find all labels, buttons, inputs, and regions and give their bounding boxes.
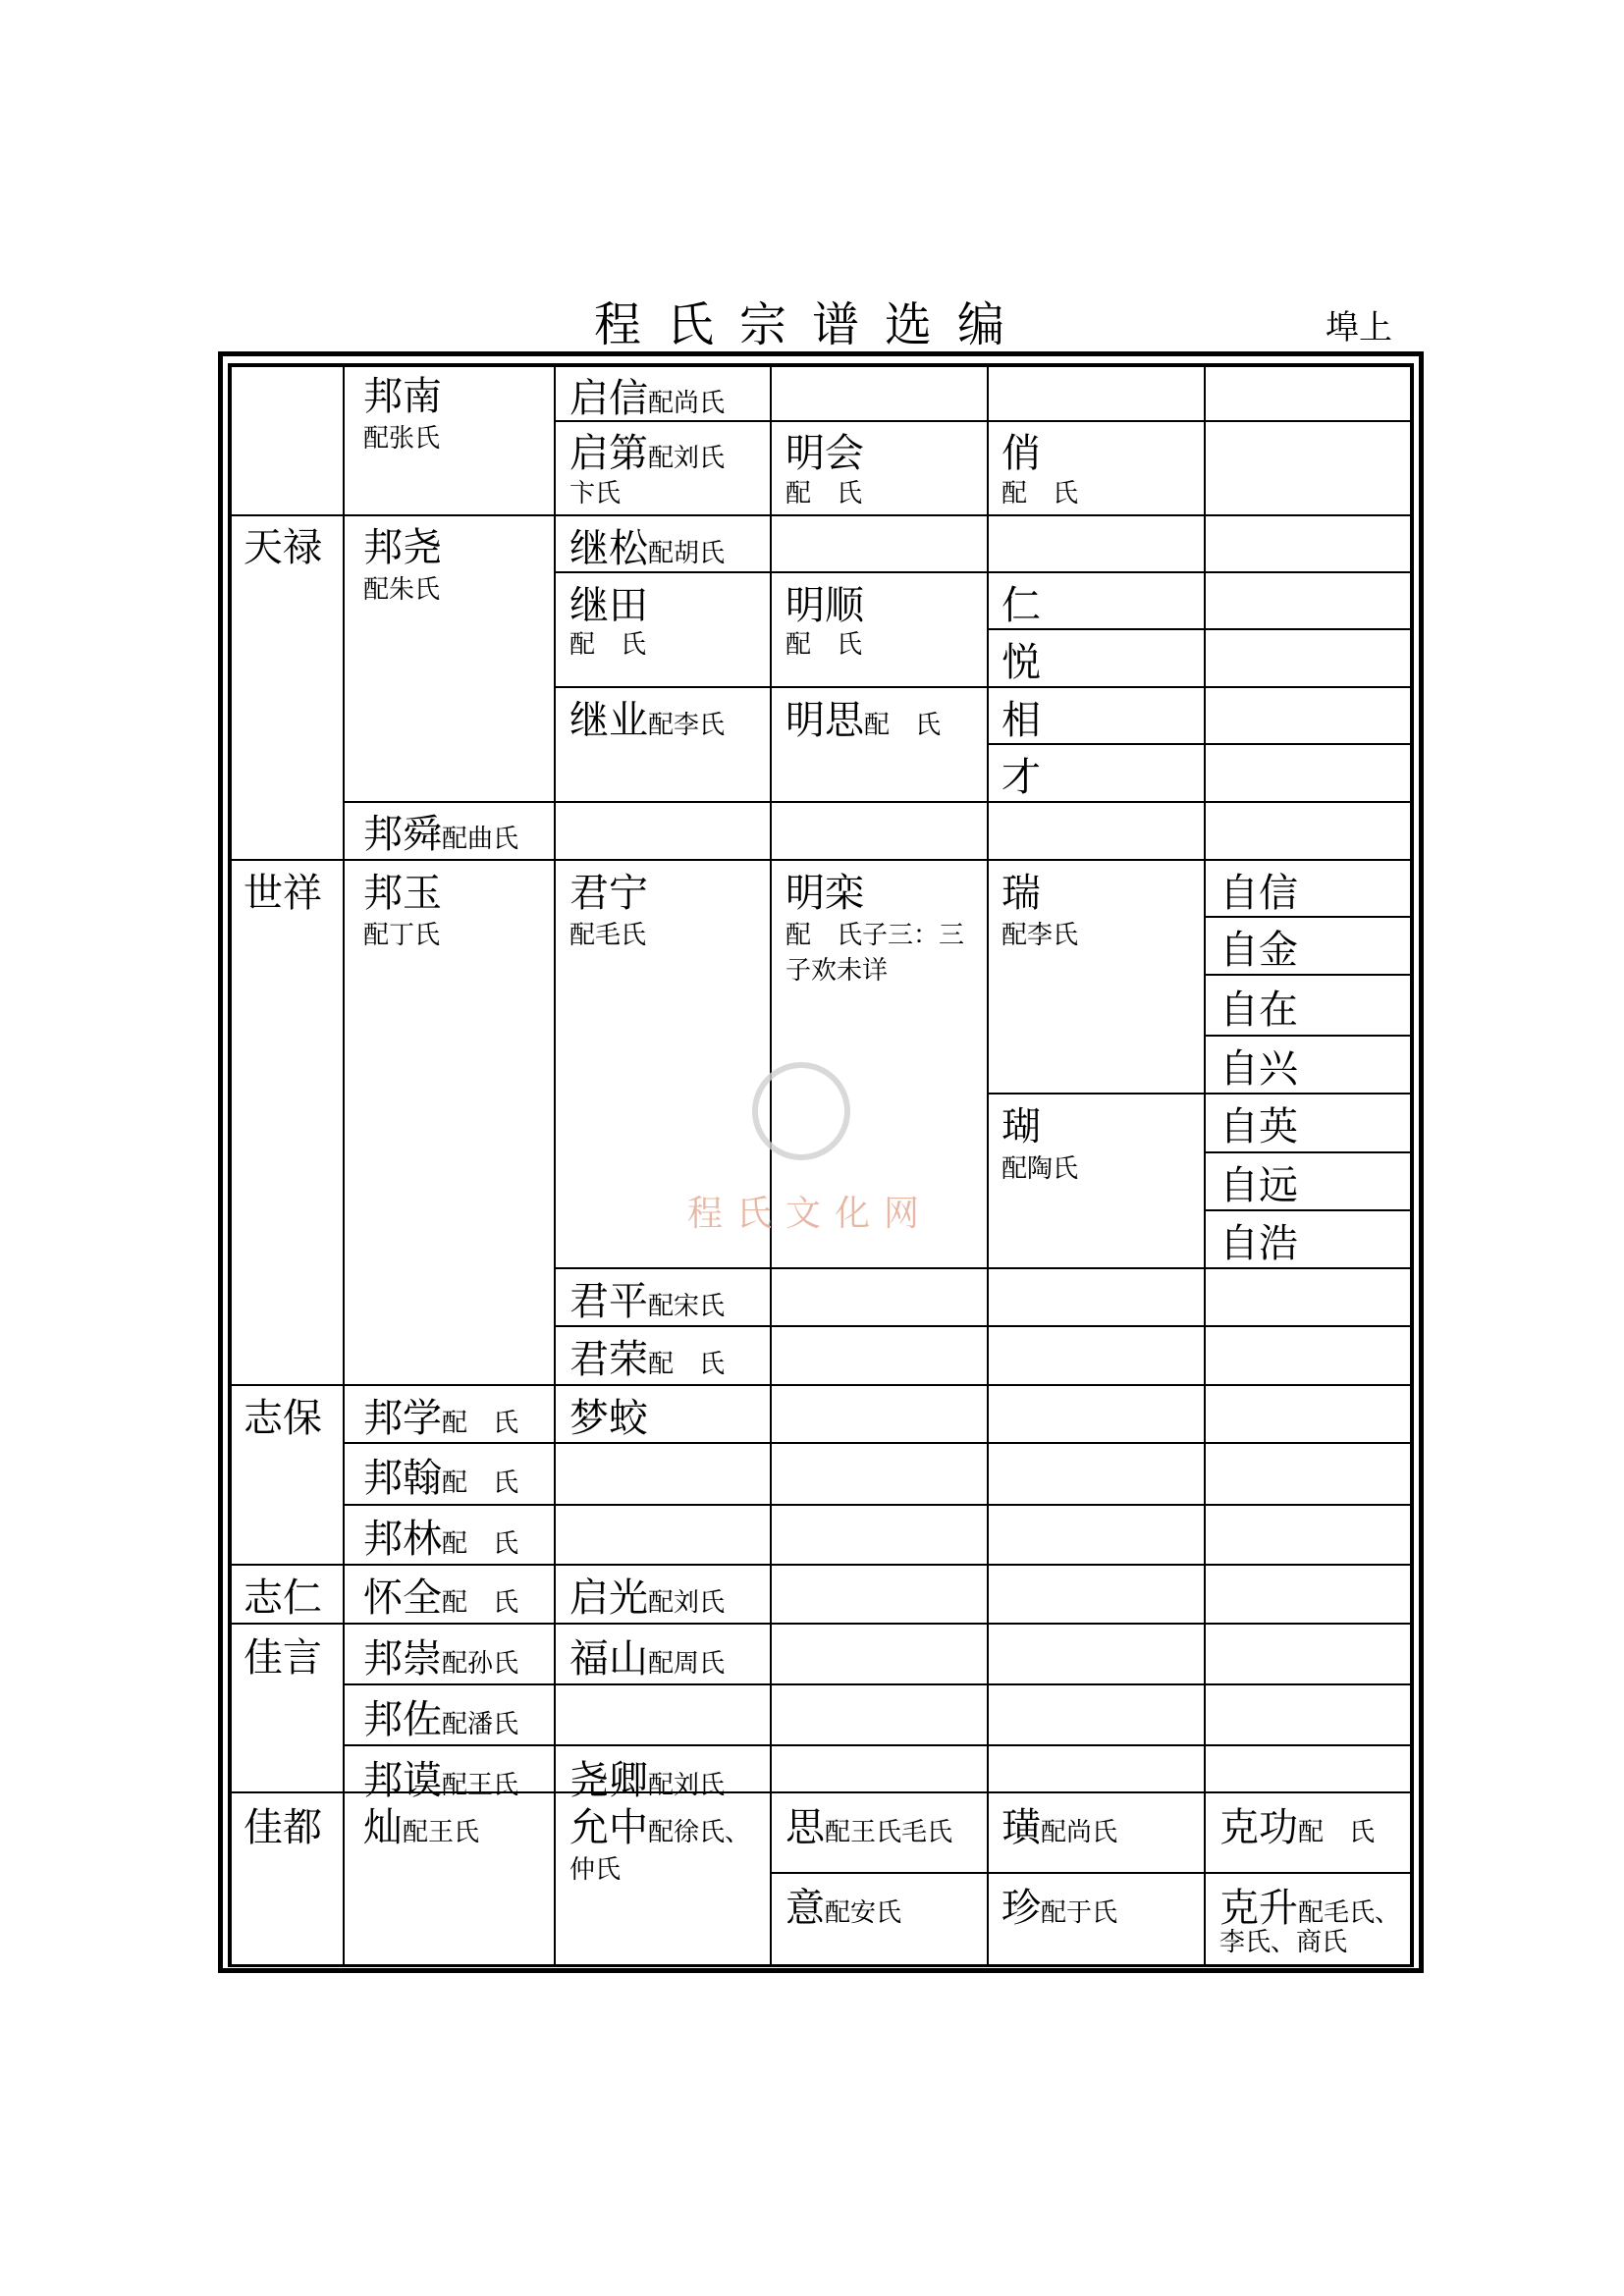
table-cell [771, 1326, 988, 1385]
person-name [244, 862, 322, 918]
name-text: 自信 [1219, 871, 1298, 916]
name-text: 邦佐 [363, 1697, 442, 1742]
table-cell [771, 515, 988, 572]
table-cell [231, 860, 344, 1385]
table-cell [1205, 1385, 1411, 1443]
name-text: 怀全 [363, 1575, 442, 1621]
spouse-inline: 配徐氏、 [648, 1818, 751, 1847]
person-name [785, 1796, 952, 1852]
person-name [569, 1796, 750, 1852]
name-text: 福山 [569, 1636, 648, 1682]
person-name [244, 516, 322, 572]
spouse-inline: 配宋氏 [648, 1292, 726, 1321]
table-cell [1205, 629, 1411, 687]
name-text: 志仁 [244, 1575, 322, 1621]
name-text: 明思 [785, 698, 864, 743]
name-text: 世祥 [244, 871, 322, 916]
name-text: 梦蛟 [569, 1396, 648, 1441]
name-text: 思 [785, 1805, 825, 1850]
spouse-note: 配毛氏 [569, 921, 647, 950]
person-name [363, 862, 442, 918]
person-name [569, 1270, 725, 1326]
table-cell [1205, 687, 1411, 744]
name-text: 自远 [1219, 1163, 1298, 1208]
name-text: 相 [1001, 698, 1041, 743]
spouse-inline: 配李氏 [648, 711, 726, 740]
spouse-inline: 配 氏 [442, 1588, 519, 1618]
name-text: 佳言 [244, 1635, 322, 1681]
table-cell [988, 366, 1205, 421]
name-text: 佳都 [244, 1805, 322, 1850]
spouse-note: 配 氏 [785, 630, 863, 660]
person-name [569, 422, 725, 478]
name-text: 自金 [1219, 928, 1298, 973]
table-cell [555, 802, 771, 860]
table-cell [1205, 1624, 1411, 1684]
table-cell [771, 1684, 988, 1745]
person-name [569, 1387, 648, 1443]
name-text: 悦 [1001, 640, 1041, 685]
name-text: 明会 [785, 431, 864, 476]
table-cell [1205, 744, 1411, 802]
name-text: 克升 [1219, 1886, 1298, 1931]
person-name [1219, 1095, 1298, 1151]
name-text: 仁 [1001, 583, 1041, 628]
spouse-note: 配 氏 [569, 630, 647, 660]
spouse-note: 子欢未详 [785, 956, 889, 986]
person-name [569, 517, 725, 573]
person-name [785, 574, 864, 630]
table-cell [1205, 1443, 1411, 1505]
table-cell [771, 1624, 988, 1684]
name-text: 俏 [1001, 431, 1041, 476]
name-text: 君宁 [569, 871, 648, 916]
table-cell [988, 1565, 1205, 1624]
name-text: 明栾 [785, 871, 864, 916]
name-text: 启信 [569, 376, 648, 421]
spouse-inline: 配周氏 [648, 1649, 726, 1679]
person-name [1219, 1212, 1298, 1268]
table-cell [1205, 1684, 1411, 1745]
page-title: 程氏宗谱选编 [593, 297, 1030, 352]
name-text: 允中 [569, 1805, 648, 1850]
person-name [1219, 1796, 1375, 1852]
table-cell [1205, 421, 1411, 515]
place-label: 埠上 [1326, 308, 1392, 347]
name-text: 尧卿 [569, 1758, 648, 1803]
person-name [1001, 1095, 1041, 1151]
spouse-inline: 配 氏 [442, 1468, 519, 1498]
person-name [363, 1447, 518, 1503]
person-name [1001, 631, 1041, 687]
person-name [363, 1508, 518, 1564]
spouse-note: 配朱氏 [363, 575, 441, 605]
table-cell [1205, 572, 1411, 629]
name-text: 邦南 [363, 374, 442, 419]
spouse-note: 配 氏子三：三 [785, 921, 965, 950]
person-name [363, 365, 442, 421]
person-name [1001, 422, 1041, 478]
person-name [363, 1628, 518, 1683]
spouse-inline: 配曲氏 [442, 825, 519, 854]
person-name [785, 862, 864, 918]
person-name [244, 1796, 322, 1852]
spouse-note: 配丁氏 [363, 921, 441, 950]
person-name [569, 1328, 725, 1384]
spouse-inline: 配 氏 [1298, 1818, 1376, 1847]
spouse-note: 配张氏 [363, 424, 441, 454]
person-name [244, 1387, 322, 1443]
table-cell [1205, 1745, 1411, 1792]
person-name [1001, 862, 1041, 918]
name-text: 继业 [569, 698, 648, 743]
table-cell [988, 802, 1205, 860]
table-cell [988, 1505, 1205, 1565]
person-name [569, 367, 725, 423]
name-text: 启第 [569, 431, 648, 476]
table-cell [771, 366, 988, 421]
person-name [785, 422, 864, 478]
table-cell [1205, 1268, 1411, 1326]
name-text: 启光 [569, 1575, 648, 1621]
spouse-inline: 配王氏 [442, 1771, 519, 1800]
spouse-inline: 配毛氏、 [1298, 1898, 1401, 1928]
name-text: 志保 [244, 1396, 322, 1441]
spouse-note: 配 氏 [1001, 479, 1079, 508]
name-text: 灿 [363, 1805, 403, 1850]
name-text: 继松 [569, 526, 648, 571]
spouse-inline: 配 氏 [648, 1350, 726, 1379]
spouse-inline: 配 氏 [442, 1529, 519, 1559]
name-text: 邦玉 [363, 871, 442, 916]
spouse-inline: 配尚氏 [1041, 1818, 1118, 1847]
person-name [363, 803, 518, 859]
name-text: 邦崇 [363, 1636, 442, 1682]
spouse-inline: 配刘氏 [648, 1771, 726, 1800]
watermark-seal [752, 1062, 850, 1160]
name-text: 克功 [1219, 1805, 1298, 1850]
person-name [1001, 574, 1041, 630]
spouse-inline: 配安氏 [825, 1898, 902, 1928]
table-cell [1205, 366, 1411, 421]
name-text: 才 [1001, 755, 1041, 800]
spouse-inline: 配刘氏 [648, 444, 726, 473]
name-text: 继田 [569, 583, 648, 628]
person-name [569, 1628, 725, 1683]
spouse-inline: 配于氏 [1041, 1898, 1118, 1928]
table-cell [771, 1443, 988, 1505]
person-name [1001, 746, 1041, 802]
name-text: 邦翰 [363, 1456, 442, 1501]
spouse-note: 配 氏 [785, 479, 863, 508]
person-name [569, 574, 648, 630]
name-text: 自浩 [1219, 1221, 1298, 1266]
name-text: 邦舜 [363, 812, 442, 857]
name-text: 天禄 [244, 525, 322, 570]
person-name [1001, 1796, 1117, 1852]
person-name [1219, 1038, 1298, 1094]
person-name [785, 1877, 901, 1933]
name-text: 邦林 [363, 1517, 442, 1562]
name-text: 自兴 [1219, 1046, 1298, 1092]
spouse-inline: 配王氏 [403, 1818, 480, 1847]
table-cell [555, 1684, 771, 1745]
person-name [569, 689, 725, 745]
spouse-inline: 配尚氏 [648, 389, 726, 418]
table-cell [988, 515, 1205, 572]
spouse-inline: 配潘氏 [442, 1710, 519, 1739]
spouse-note: 配陶氏 [1001, 1154, 1079, 1184]
table-cell [1205, 1565, 1411, 1624]
table-cell [988, 1268, 1205, 1326]
table-cell [988, 1624, 1205, 1684]
person-name [1001, 1877, 1117, 1933]
name-text: 君荣 [569, 1337, 648, 1382]
name-text: 意 [785, 1886, 825, 1931]
person-name [1219, 919, 1298, 975]
spouse-note: 仲氏 [569, 1855, 622, 1885]
table-cell [231, 366, 344, 515]
spouse-note: 卞氏 [569, 479, 622, 508]
table-cell [988, 1684, 1205, 1745]
spouse-inline: 配胡氏 [648, 539, 726, 568]
person-name [244, 1627, 322, 1682]
table-cell [1205, 802, 1411, 860]
person-name [569, 1567, 725, 1623]
name-text: 自在 [1219, 988, 1298, 1033]
person-name [1001, 689, 1041, 745]
table-cell [1205, 515, 1411, 572]
spouse-inline: 配王氏毛氏 [825, 1818, 953, 1847]
name-text: 珍 [1001, 1886, 1041, 1931]
table-cell [988, 1326, 1205, 1385]
table-cell [988, 1443, 1205, 1505]
table-cell [771, 1505, 988, 1565]
spouse-note: 李氏、商氏 [1219, 1928, 1348, 1957]
table-cell [988, 1745, 1205, 1792]
person-name [244, 1567, 322, 1623]
name-text: 自英 [1219, 1104, 1298, 1149]
table-cell [988, 1385, 1205, 1443]
spouse-inline: 配 氏 [442, 1409, 519, 1438]
name-text: 瑚 [1001, 1104, 1041, 1149]
person-name [363, 516, 442, 572]
table-cell [771, 1745, 988, 1792]
spouse-note: 配李氏 [1001, 921, 1079, 950]
table-cell [555, 1443, 771, 1505]
name-text: 明顺 [785, 583, 864, 628]
table-cell [555, 1505, 771, 1565]
table-cell [771, 1565, 988, 1624]
spouse-inline: 配孙氏 [442, 1649, 519, 1679]
person-name [1219, 1154, 1298, 1210]
person-name [363, 1567, 518, 1623]
person-name [363, 1796, 479, 1852]
table-cell [771, 1385, 988, 1443]
table-cell [771, 802, 988, 860]
name-text: 瑞 [1001, 871, 1041, 916]
person-name [363, 1387, 518, 1443]
name-text: 邦学 [363, 1396, 442, 1441]
spouse-inline: 配 氏 [864, 711, 942, 740]
table-cell [771, 1268, 988, 1326]
person-name [1219, 979, 1298, 1035]
person-name [785, 689, 941, 745]
name-text: 璜 [1001, 1805, 1041, 1850]
person-name [1219, 862, 1298, 918]
name-text: 君平 [569, 1279, 648, 1324]
name-text: 邦尧 [363, 525, 442, 570]
watermark-text: 程氏文化网 [687, 1194, 934, 1234]
person-name [569, 862, 648, 918]
spouse-inline: 配刘氏 [648, 1588, 726, 1618]
table-cell [1205, 1326, 1411, 1385]
table-cell [1205, 1505, 1411, 1565]
person-name [363, 1688, 518, 1744]
name-text: 邦谟 [363, 1758, 442, 1803]
